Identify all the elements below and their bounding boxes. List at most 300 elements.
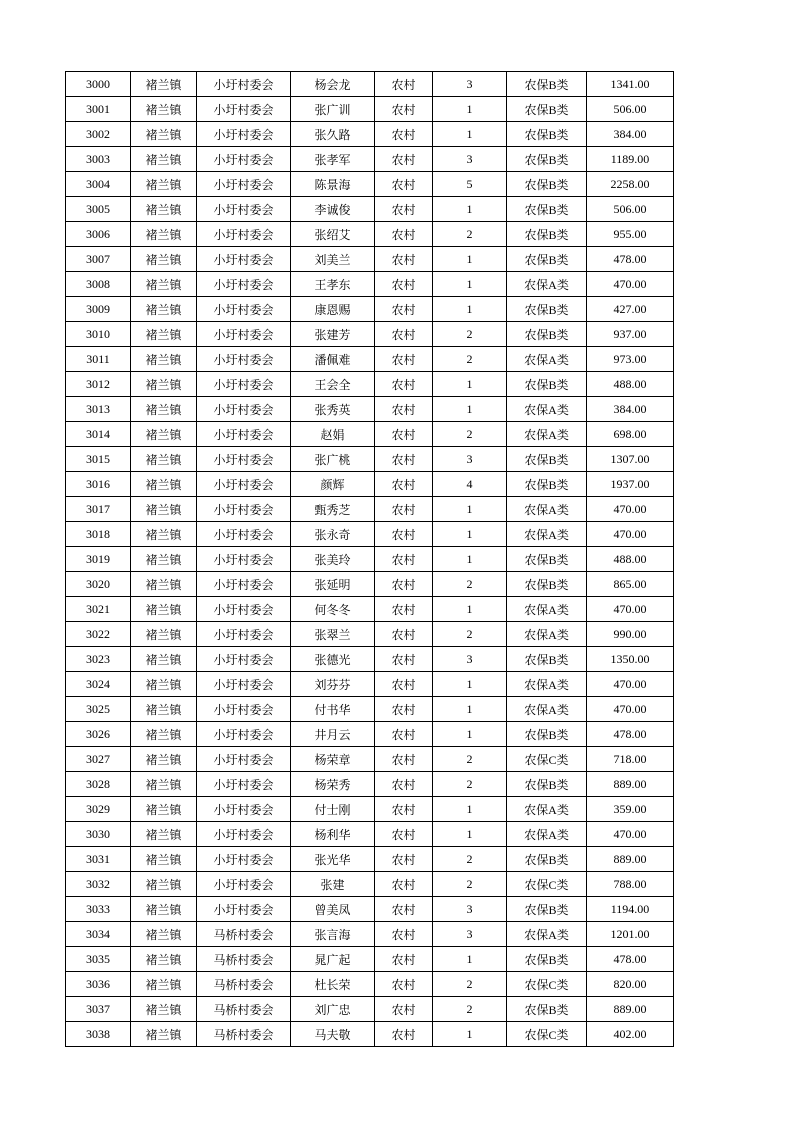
table-cell-town: 褚兰镇 [131,547,197,572]
table-cell-village: 小圩村委会 [197,522,291,547]
table-cell-category: 农保B类 [507,947,587,972]
table-cell-type: 农村 [375,322,433,347]
table-cell-name: 张广桃 [291,447,375,472]
table-cell-town: 褚兰镇 [131,272,197,297]
table-cell-amount: 359.00 [587,797,674,822]
table-cell-town: 褚兰镇 [131,947,197,972]
table-cell-name: 井月云 [291,722,375,747]
table-cell-count: 2 [433,322,507,347]
table-cell-name: 刘芬芬 [291,672,375,697]
table-row [66,447,674,472]
table-cell-town: 褚兰镇 [131,422,197,447]
table-cell-id: 3006 [66,222,131,247]
table-cell-category: 农保B类 [507,172,587,197]
table-row [66,722,674,747]
table-cell-village: 小圩村委会 [197,597,291,622]
table-cell-name: 杨利华 [291,822,375,847]
table-cell-village: 小圩村委会 [197,622,291,647]
table-cell-count: 3 [433,72,507,97]
table-cell-village: 小圩村委会 [197,447,291,472]
table-cell-village: 小圩村委会 [197,547,291,572]
table-cell-id: 3033 [66,897,131,922]
table-cell-type: 农村 [375,172,433,197]
table-cell-type: 农村 [375,822,433,847]
table-cell-town: 褚兰镇 [131,347,197,372]
table-cell-name: 付书华 [291,697,375,722]
table-row [66,597,674,622]
table-cell-name: 何冬冬 [291,597,375,622]
table-cell-name: 杨会龙 [291,72,375,97]
table-cell-category: 农保B类 [507,322,587,347]
table-cell-category: 农保B类 [507,447,587,472]
table-cell-village: 小圩村委会 [197,97,291,122]
table-cell-id: 3019 [66,547,131,572]
table-row [66,197,674,222]
table-cell-town: 褚兰镇 [131,922,197,947]
table-cell-type: 农村 [375,272,433,297]
table-cell-village: 马桥村委会 [197,922,291,947]
table-cell-type: 农村 [375,597,433,622]
table-cell-village: 马桥村委会 [197,997,291,1022]
table-cell-category: 农保B类 [507,572,587,597]
table-cell-amount: 1201.00 [587,922,674,947]
table-cell-id: 3013 [66,397,131,422]
table-cell-type: 农村 [375,772,433,797]
table-cell-town: 褚兰镇 [131,397,197,422]
table-cell-amount: 1937.00 [587,472,674,497]
table-cell-id: 3038 [66,1022,131,1047]
table-cell-amount: 470.00 [587,822,674,847]
table-cell-name: 康恩赐 [291,297,375,322]
table-cell-id: 3022 [66,622,131,647]
table-cell-id: 3026 [66,722,131,747]
table-cell-category: 农保B类 [507,722,587,747]
table-cell-village: 小圩村委会 [197,422,291,447]
table-cell-type: 农村 [375,372,433,397]
table-cell-village: 小圩村委会 [197,897,291,922]
table-cell-name: 刘美兰 [291,247,375,272]
table-row [66,972,674,997]
table-cell-name: 张翠兰 [291,622,375,647]
table-cell-type: 农村 [375,97,433,122]
table-cell-amount: 865.00 [587,572,674,597]
table-cell-id: 3000 [66,72,131,97]
table-cell-id: 3018 [66,522,131,547]
table-cell-town: 褚兰镇 [131,172,197,197]
table-row [66,622,674,647]
table-cell-type: 农村 [375,622,433,647]
table-cell-amount: 488.00 [587,547,674,572]
table-cell-village: 小圩村委会 [197,647,291,672]
table-cell-name: 颜辉 [291,472,375,497]
table-cell-category: 农保B类 [507,772,587,797]
table-cell-category: 农保A类 [507,922,587,947]
table-cell-town: 褚兰镇 [131,72,197,97]
table-cell-town: 褚兰镇 [131,472,197,497]
table-row [66,122,674,147]
table-cell-village: 小圩村委会 [197,272,291,297]
table-cell-name: 张言海 [291,922,375,947]
table-cell-amount: 506.00 [587,197,674,222]
table-row [66,422,674,447]
table-cell-amount: 402.00 [587,1022,674,1047]
table-cell-town: 褚兰镇 [131,522,197,547]
table-cell-name: 张永奇 [291,522,375,547]
table-cell-village: 小圩村委会 [197,697,291,722]
table-cell-name: 张绍艾 [291,222,375,247]
table-cell-village: 小圩村委会 [197,572,291,597]
table-row [66,547,674,572]
table-cell-village: 小圩村委会 [197,722,291,747]
table-cell-amount: 990.00 [587,622,674,647]
table-cell-name: 张光华 [291,847,375,872]
table-cell-category: 农保C类 [507,872,587,897]
table-cell-type: 农村 [375,497,433,522]
table-cell-category: 农保A类 [507,797,587,822]
table-cell-count: 2 [433,847,507,872]
table-cell-village: 小圩村委会 [197,747,291,772]
table-row [66,147,674,172]
table-cell-name: 付士刚 [291,797,375,822]
table-cell-name: 王孝东 [291,272,375,297]
table-cell-id: 3016 [66,472,131,497]
table-cell-town: 褚兰镇 [131,647,197,672]
table-cell-category: 农保C类 [507,972,587,997]
table-cell-name: 张广训 [291,97,375,122]
table-cell-village: 小圩村委会 [197,347,291,372]
table-cell-type: 农村 [375,347,433,372]
table-cell-village: 小圩村委会 [197,872,291,897]
table-cell-name: 赵娟 [291,422,375,447]
table-cell-category: 农保C类 [507,747,587,772]
table-cell-town: 褚兰镇 [131,147,197,172]
table-cell-category: 农保B类 [507,547,587,572]
table-cell-id: 3025 [66,697,131,722]
table-cell-type: 农村 [375,947,433,972]
table-cell-town: 褚兰镇 [131,322,197,347]
table-cell-town: 褚兰镇 [131,297,197,322]
table-cell-type: 农村 [375,847,433,872]
table-cell-category: 农保A类 [507,622,587,647]
table-cell-id: 3028 [66,772,131,797]
table-cell-name: 张建芳 [291,322,375,347]
data-table [65,71,674,1047]
table-cell-village: 小圩村委会 [197,797,291,822]
table-row [66,297,674,322]
table-cell-amount: 820.00 [587,972,674,997]
table-cell-type: 农村 [375,747,433,772]
table-row [66,472,674,497]
table-cell-count: 1 [433,97,507,122]
table-row [66,372,674,397]
table-cell-type: 农村 [375,197,433,222]
table-cell-amount: 1341.00 [587,72,674,97]
table-cell-village: 小圩村委会 [197,372,291,397]
table-cell-village: 马桥村委会 [197,947,291,972]
table-row [66,647,674,672]
table-cell-category: 农保B类 [507,647,587,672]
table-cell-id: 3027 [66,747,131,772]
table-cell-id: 3034 [66,922,131,947]
table-cell-name: 张美玲 [291,547,375,572]
table-cell-type: 农村 [375,297,433,322]
table-cell-category: 农保B类 [507,197,587,222]
table-cell-village: 小圩村委会 [197,322,291,347]
table-cell-village: 小圩村委会 [197,72,291,97]
table-cell-town: 褚兰镇 [131,847,197,872]
table-cell-amount: 470.00 [587,597,674,622]
table-cell-category: 农保A类 [507,422,587,447]
table-cell-town: 褚兰镇 [131,697,197,722]
table-cell-town: 褚兰镇 [131,672,197,697]
table-cell-count: 2 [433,572,507,597]
table-cell-count: 2 [433,972,507,997]
table-cell-name: 张延明 [291,572,375,597]
table-cell-id: 3002 [66,122,131,147]
table-cell-count: 1 [433,297,507,322]
table-cell-category: 农保A类 [507,497,587,522]
table-cell-amount: 470.00 [587,697,674,722]
table-cell-id: 3005 [66,197,131,222]
table-cell-count: 1 [433,672,507,697]
table-cell-category: 农保B类 [507,222,587,247]
table-row [66,872,674,897]
table-cell-type: 农村 [375,997,433,1022]
table-cell-category: 农保A类 [507,672,587,697]
table-cell-count: 1 [433,122,507,147]
table-cell-category: 农保B类 [507,122,587,147]
table-cell-type: 农村 [375,122,433,147]
table-row [66,222,674,247]
table-cell-count: 4 [433,472,507,497]
table-cell-category: 农保B类 [507,372,587,397]
table-cell-count: 2 [433,997,507,1022]
table-cell-id: 3017 [66,497,131,522]
table-cell-town: 褚兰镇 [131,797,197,822]
table-cell-count: 3 [433,447,507,472]
table-row [66,922,674,947]
table-cell-count: 2 [433,222,507,247]
table-cell-amount: 889.00 [587,997,674,1022]
table-cell-town: 褚兰镇 [131,972,197,997]
table-cell-count: 1 [433,547,507,572]
table-cell-name: 张德光 [291,647,375,672]
table-row [66,397,674,422]
table-row [66,572,674,597]
table-cell-amount: 470.00 [587,497,674,522]
table-cell-village: 小圩村委会 [197,472,291,497]
table-cell-count: 1 [433,372,507,397]
table-row [66,272,674,297]
table-cell-type: 农村 [375,447,433,472]
table-cell-town: 褚兰镇 [131,447,197,472]
table-cell-count: 1 [433,1022,507,1047]
table-cell-name: 甄秀芝 [291,497,375,522]
table-cell-count: 1 [433,597,507,622]
table-cell-count: 2 [433,747,507,772]
table-cell-amount: 478.00 [587,947,674,972]
table-cell-category: 农保B类 [507,897,587,922]
table-cell-town: 褚兰镇 [131,997,197,1022]
table-cell-village: 小圩村委会 [197,497,291,522]
table-cell-name: 潘佩难 [291,347,375,372]
table-cell-count: 1 [433,497,507,522]
table-cell-count: 1 [433,397,507,422]
table-cell-category: 农保B类 [507,247,587,272]
table-cell-id: 3020 [66,572,131,597]
table-cell-name: 李诚俊 [291,197,375,222]
table-cell-category: 农保B类 [507,97,587,122]
table-cell-town: 褚兰镇 [131,822,197,847]
table-cell-amount: 889.00 [587,847,674,872]
table-cell-town: 褚兰镇 [131,622,197,647]
table-row [66,747,674,772]
table-cell-amount: 478.00 [587,722,674,747]
table-cell-count: 5 [433,172,507,197]
table-cell-town: 褚兰镇 [131,247,197,272]
table-cell-amount: 478.00 [587,247,674,272]
table-cell-count: 3 [433,922,507,947]
table-cell-town: 褚兰镇 [131,197,197,222]
table-cell-town: 褚兰镇 [131,597,197,622]
table-cell-count: 1 [433,697,507,722]
table-cell-category: 农保A类 [507,522,587,547]
table-cell-amount: 889.00 [587,772,674,797]
table-cell-amount: 698.00 [587,422,674,447]
table-cell-village: 小圩村委会 [197,172,291,197]
table-cell-village: 小圩村委会 [197,672,291,697]
table-cell-type: 农村 [375,722,433,747]
table-cell-id: 3023 [66,647,131,672]
table-cell-count: 2 [433,347,507,372]
table-cell-id: 3011 [66,347,131,372]
table-cell-id: 3014 [66,422,131,447]
table-cell-type: 农村 [375,472,433,497]
table-cell-name: 马夫敬 [291,1022,375,1047]
table-cell-id: 3007 [66,247,131,272]
table-cell-village: 小圩村委会 [197,397,291,422]
table-cell-id: 3030 [66,822,131,847]
table-row [66,522,674,547]
table-cell-town: 褚兰镇 [131,747,197,772]
table-cell-amount: 488.00 [587,372,674,397]
table-cell-id: 3037 [66,997,131,1022]
table-row [66,897,674,922]
table-cell-type: 农村 [375,72,433,97]
table-cell-town: 褚兰镇 [131,897,197,922]
table-cell-count: 3 [433,647,507,672]
table-cell-town: 褚兰镇 [131,497,197,522]
table-cell-id: 3001 [66,97,131,122]
table-cell-id: 3029 [66,797,131,822]
table-cell-town: 褚兰镇 [131,97,197,122]
table-cell-type: 农村 [375,872,433,897]
table-cell-name: 晁广起 [291,947,375,972]
table-row [66,847,674,872]
table-row [66,97,674,122]
table-row [66,797,674,822]
table-cell-count: 1 [433,197,507,222]
table-cell-category: 农保A类 [507,347,587,372]
table-cell-village: 小圩村委会 [197,147,291,172]
table-cell-type: 农村 [375,922,433,947]
table-cell-name: 张久路 [291,122,375,147]
table-cell-amount: 384.00 [587,397,674,422]
table-cell-id: 3008 [66,272,131,297]
table-cell-village: 小圩村委会 [197,772,291,797]
table-cell-count: 2 [433,422,507,447]
table-cell-name: 张孝军 [291,147,375,172]
table-cell-id: 3035 [66,947,131,972]
table-cell-amount: 937.00 [587,322,674,347]
table-cell-count: 1 [433,522,507,547]
table-cell-id: 3004 [66,172,131,197]
table-cell-name: 张秀英 [291,397,375,422]
table-cell-amount: 1307.00 [587,447,674,472]
table-cell-count: 3 [433,147,507,172]
table-cell-town: 褚兰镇 [131,572,197,597]
table-cell-amount: 384.00 [587,122,674,147]
table-cell-count: 2 [433,872,507,897]
table-cell-category: 农保A类 [507,822,587,847]
table-cell-amount: 470.00 [587,672,674,697]
table-cell-village: 小圩村委会 [197,122,291,147]
table-cell-type: 农村 [375,147,433,172]
table-row [66,347,674,372]
table-cell-type: 农村 [375,247,433,272]
table-cell-town: 褚兰镇 [131,772,197,797]
table-cell-village: 马桥村委会 [197,972,291,997]
table-cell-type: 农村 [375,797,433,822]
table-cell-type: 农村 [375,672,433,697]
table-body [66,72,674,1047]
table-cell-type: 农村 [375,897,433,922]
table-cell-count: 1 [433,722,507,747]
table-cell-amount: 718.00 [587,747,674,772]
table-cell-type: 农村 [375,647,433,672]
table-cell-amount: 2258.00 [587,172,674,197]
table-cell-category: 农保A类 [507,597,587,622]
table-cell-count: 1 [433,272,507,297]
table-cell-category: 农保B类 [507,472,587,497]
table-cell-category: 农保B类 [507,147,587,172]
table-cell-id: 3003 [66,147,131,172]
table-cell-name: 王会全 [291,372,375,397]
table-cell-count: 3 [433,897,507,922]
table-cell-category: 农保A类 [507,397,587,422]
table-cell-amount: 1194.00 [587,897,674,922]
table-row [66,822,674,847]
table-row [66,172,674,197]
table-cell-amount: 470.00 [587,272,674,297]
table-cell-category: 农保A类 [507,697,587,722]
table-row [66,322,674,347]
table-cell-id: 3010 [66,322,131,347]
table-cell-type: 农村 [375,397,433,422]
table-cell-amount: 1189.00 [587,147,674,172]
table-cell-id: 3024 [66,672,131,697]
table-cell-type: 农村 [375,522,433,547]
table-cell-name: 刘广忠 [291,997,375,1022]
table-row [66,697,674,722]
table-cell-amount: 1350.00 [587,647,674,672]
table-cell-count: 2 [433,772,507,797]
table-cell-name: 杨荣章 [291,747,375,772]
table-cell-town: 褚兰镇 [131,222,197,247]
table-cell-category: 农保C类 [507,1022,587,1047]
table-cell-village: 小圩村委会 [197,847,291,872]
table-row [66,497,674,522]
